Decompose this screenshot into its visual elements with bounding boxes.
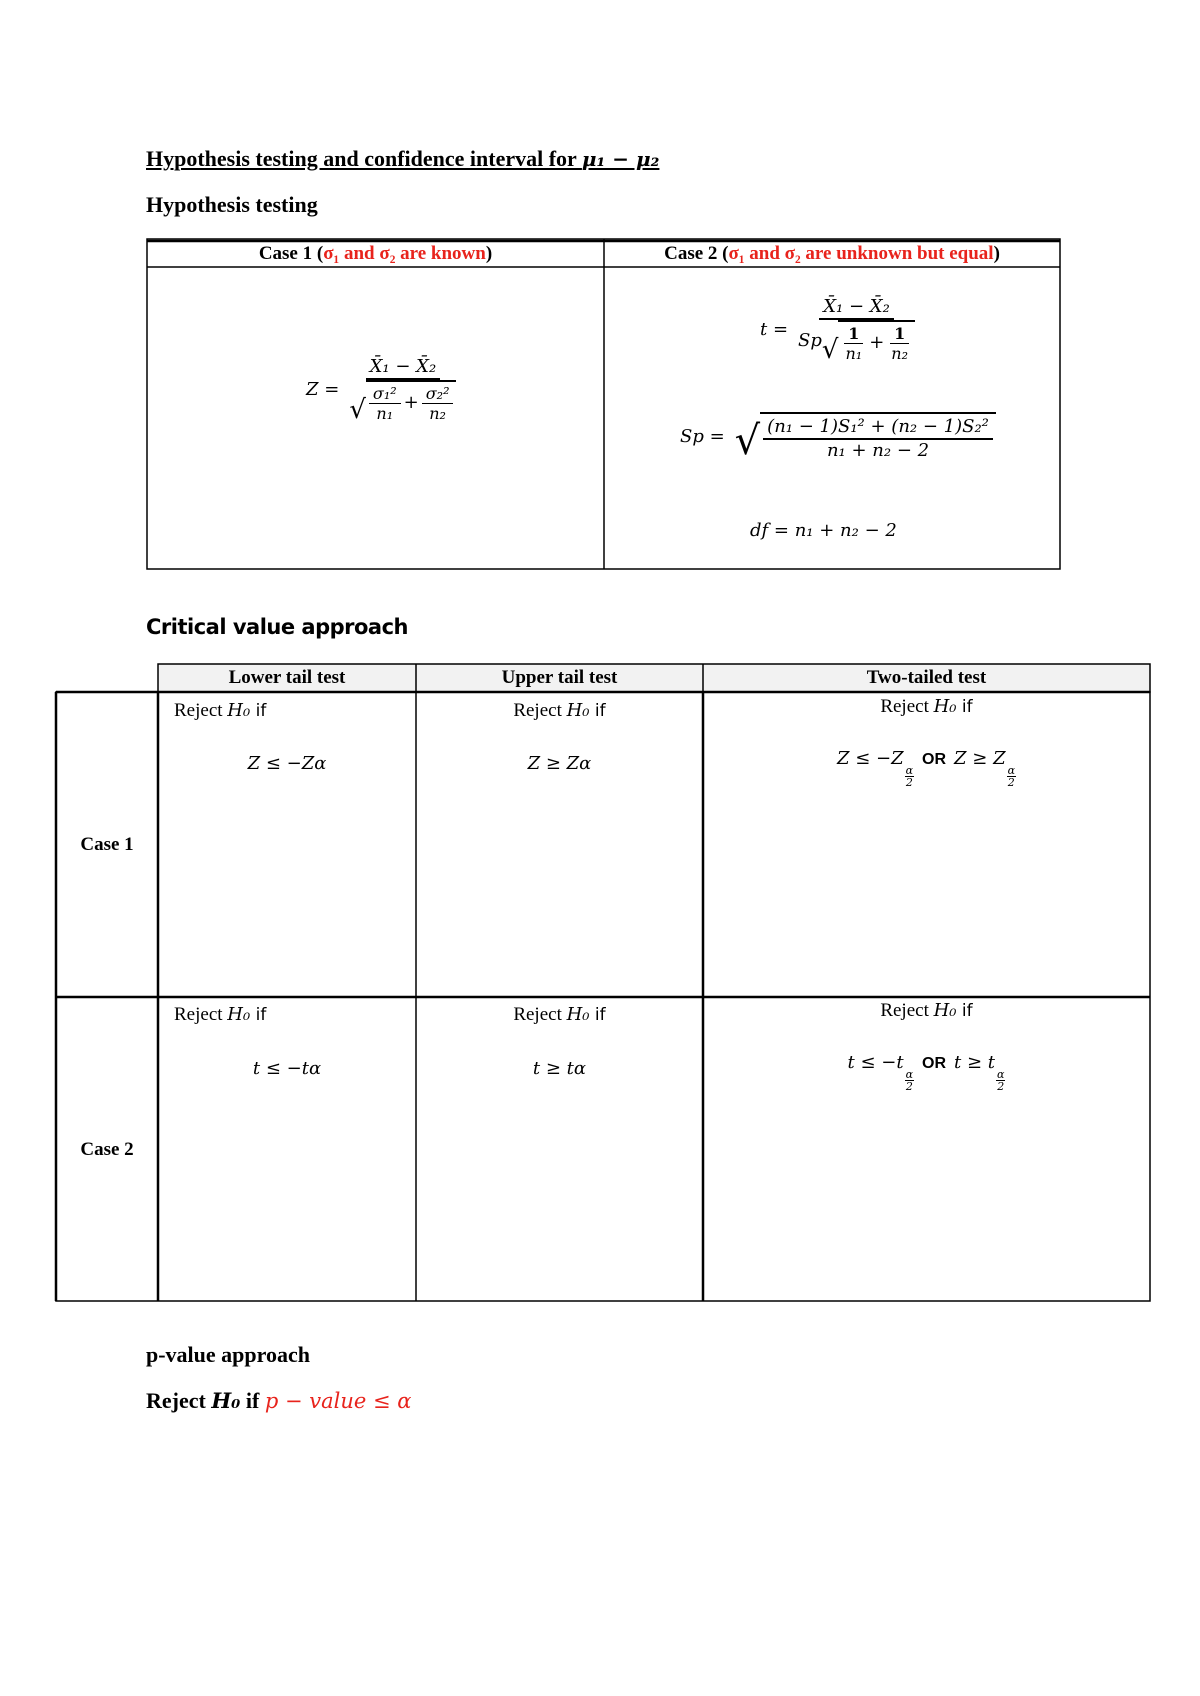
alpha-over-2 (905, 1069, 914, 1092)
case2-sp-formula (680, 412, 996, 465)
alpha-over-2 (905, 765, 914, 788)
t-numerator: X̄₁ − X̄₂ (819, 296, 894, 320)
z-numerator: X̄₁ − X̄₂ (366, 356, 441, 380)
two-left: t ≤ −t (847, 1052, 904, 1073)
sigma1-sq: σ₁² (369, 384, 401, 404)
sqrt-symbol: √ $\frac{\text{σ₁²}}{\text{n₁}}$ + $\frac{\text{σ₂²}}{\text{n₂}}$ (349, 380, 456, 423)
sp-fraction (763, 416, 993, 461)
one-over-n1 (841, 324, 866, 363)
alpha: α (1007, 764, 1016, 777)
n1: n₁ (845, 343, 863, 363)
z-fraction (345, 356, 460, 423)
sqrt-symbol: √ $\frac{1}{\text{n₁}}$ + $\frac{1}{\text{n₂}}$ (822, 320, 915, 363)
if-word: if (250, 701, 267, 721)
pvalue-heading: p-value approach (146, 1342, 311, 1367)
col-header-upper: Upper tail test (501, 667, 618, 688)
case1-two-rule (703, 748, 1150, 788)
reject-word: Reject (146, 1388, 212, 1413)
or-label: OR (922, 751, 947, 768)
h0: H₀ (227, 1004, 251, 1025)
reject-label (703, 1000, 1150, 1022)
case2-t-formula (760, 296, 919, 363)
two-right: t ≥ t (954, 1052, 996, 1073)
if-word: if (956, 1001, 973, 1021)
col-header-lower: Lower tail test (228, 667, 346, 688)
or-label: OR (922, 1055, 947, 1072)
hypothesis-heading: Hypothesis testing (146, 192, 318, 217)
reject-word: Reject (513, 700, 567, 721)
case1-header (147, 242, 604, 266)
reject-word: Reject (174, 700, 228, 721)
case1-header-prefix: Case 1 ( (258, 243, 324, 264)
one: 1 (844, 324, 863, 344)
if-word: if (956, 697, 973, 717)
if-word: if (589, 701, 606, 721)
n2: n₂ (429, 403, 446, 423)
sigma2-fraction (422, 384, 454, 423)
reject-word: Reject (880, 696, 934, 717)
reject-label (174, 1004, 266, 1026)
n2: n₂ (891, 343, 909, 363)
case1-z-formula (306, 356, 460, 423)
case1-lower-rule: Z ≤ −Zα (247, 753, 327, 774)
reject-label (174, 700, 266, 722)
case2-header-suffix: ) (993, 243, 1000, 264)
reject-label (416, 1004, 703, 1026)
h0: H₀ (211, 1388, 241, 1413)
sp-lhs: Sp = (680, 426, 725, 448)
case2-header-prefix: Case 2 ( (664, 243, 729, 264)
sp-denominator: n₁ + n₂ − 2 (826, 439, 930, 461)
title-text: Hypothesis testing and confidence interval for (146, 146, 582, 171)
two: 2 (997, 1080, 1005, 1093)
if-word: if (240, 1388, 265, 1413)
row-header-case2: Case 2 (80, 1139, 134, 1160)
alpha: α (905, 764, 914, 777)
case2-df: df = n₁ + n₂ − 2 (750, 520, 897, 541)
one-over-n2 (887, 324, 912, 363)
case2-upper-rule: t ≥ tα (532, 1058, 587, 1079)
reject-label (703, 696, 1150, 718)
critical-heading: Critical value approach (146, 615, 408, 639)
row-header-case1: Case 1 (80, 834, 134, 855)
h0: H₀ (566, 700, 590, 721)
alpha-over-2 (1007, 765, 1016, 788)
reject-word: Reject (174, 1004, 228, 1025)
plus-sign: + (403, 392, 419, 414)
pvalue-condition: p − value ≤ α (264, 1389, 412, 1413)
reject-label (416, 700, 703, 722)
t-denominator (794, 320, 919, 363)
title-math: μ₁ − μ₂ (581, 147, 660, 171)
one: 1 (890, 324, 909, 344)
case1-upper-rule: Z ≥ Zα (527, 753, 592, 774)
two: 2 (905, 776, 913, 789)
reject-word: Reject (880, 1000, 934, 1021)
alpha: α (905, 1068, 914, 1081)
two: 2 (1007, 776, 1015, 789)
sigma2-sq: σ₂² (422, 384, 454, 404)
t-fraction (794, 296, 919, 363)
case2-header (604, 242, 1060, 266)
case2-lower-rule: t ≤ −tα (252, 1058, 322, 1079)
sigma1-fraction (369, 384, 401, 423)
plus-sign: + (869, 332, 885, 354)
reject-word: Reject (513, 1004, 567, 1025)
h0: H₀ (933, 1000, 957, 1021)
h0: H₀ (227, 700, 251, 721)
h0: H₀ (933, 696, 957, 717)
alpha: α (997, 1068, 1005, 1081)
case2-header-condition: σ₁ and σ₂ are unknown but equal (728, 243, 994, 264)
col-header-two: Two-tailed test (866, 667, 987, 688)
two: 2 (905, 1080, 913, 1093)
case2-two-rule (703, 1052, 1150, 1092)
two-left: Z ≤ −Z (836, 748, 904, 769)
if-word: if (589, 1005, 606, 1025)
sp-symbol: Sp (798, 330, 822, 352)
z-denominator (345, 380, 460, 423)
pvalue-rule (146, 1388, 411, 1414)
n1: n₁ (376, 403, 394, 423)
two-right: Z ≥ Z (954, 748, 1006, 769)
case1-header-suffix: ) (485, 243, 493, 264)
alpha-over-2 (996, 1069, 1005, 1092)
if-word: if (250, 1005, 267, 1025)
sp-numerator: (n₁ − 1)S₁² + (n₂ − 1)S₂² (763, 416, 993, 440)
h0: H₀ (566, 1004, 590, 1025)
case1-header-condition: σ₁ and σ₂ are known (323, 243, 486, 264)
t-lhs: t = (760, 318, 789, 340)
sqrt-symbol: √ $\frac{\text{(n₁ − 1)S₁² + (n₂ − 1)S₂²}}{\text{n₁ + n₂ − 2}}$ (735, 412, 996, 461)
z-lhs: Z = (306, 378, 340, 400)
